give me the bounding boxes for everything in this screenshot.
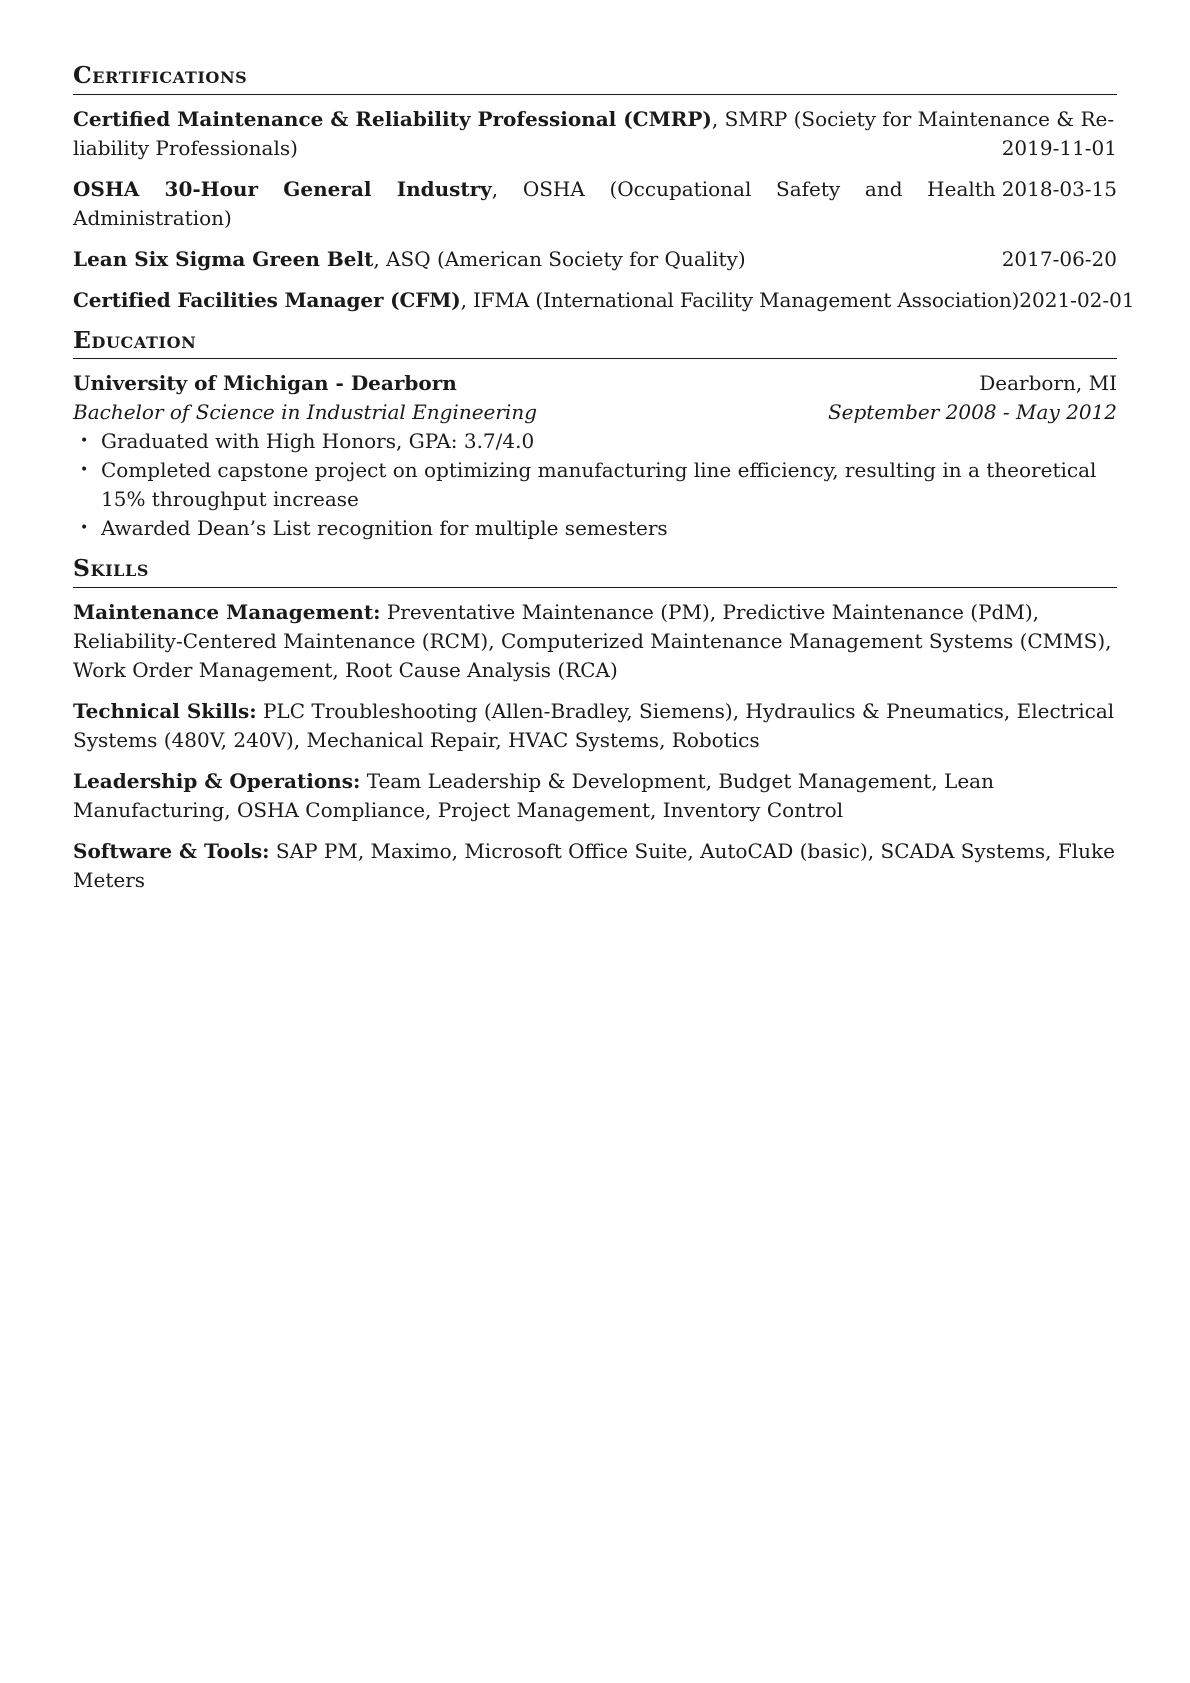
skill-item xyxy=(73,837,1117,895)
cert-name: Lean Six Sigma Green Belt xyxy=(73,246,374,271)
education-section xyxy=(73,325,1117,544)
school-name: University of Michigan - Dearborn xyxy=(73,371,457,395)
cert-item-line xyxy=(73,134,1117,163)
cert-item xyxy=(73,245,1117,274)
education-dates: September 2008 - May 2012 xyxy=(827,400,1117,424)
education-bullets xyxy=(73,427,1117,543)
section-title-certifications: Certifications xyxy=(73,64,1117,95)
cert-name: OSHA 30-Hour General Industry xyxy=(73,176,492,201)
section-title-education: Education xyxy=(73,329,1117,360)
cert-item xyxy=(73,286,1135,315)
skill-text: Preventative Maintenance (PM), Predictive Maintenance (PdM), Reliability-Centered Maintenance (RCM), Computerized Maintenance Management Systems (CMMS), Work Order Management, Root Cause Analysis (RCA) xyxy=(73,599,1112,682)
skill-label: Software & Tools: xyxy=(73,838,270,863)
cert-item-line xyxy=(73,175,1117,233)
skill-item xyxy=(73,598,1117,685)
school-location: Dearborn, MI xyxy=(979,371,1117,395)
skill-text: PLC Troubleshooting (Allen-Bradley, Siemens), Hydraulics & Pneumatics, Electrical Systems (480V, 240V), Mechanical Repair, HVAC Systems, Robotics xyxy=(73,698,1115,752)
cert-issuer: , ASQ (American Society for Quality) xyxy=(373,246,746,271)
skill-item xyxy=(73,697,1117,755)
cert-item-line xyxy=(73,105,1117,134)
cert-name: Certified Facilities Manager (CFM) xyxy=(73,287,461,312)
skill-label: Technical Skills: xyxy=(73,698,257,723)
cert-item-line xyxy=(73,245,1117,274)
skill-label: Maintenance Management: xyxy=(73,599,381,624)
cert-date: 2021-02-01 xyxy=(1019,287,1135,312)
cert-item xyxy=(73,175,1117,233)
education-subheader xyxy=(73,398,1117,427)
cert-date: 2018-03-15 xyxy=(1001,176,1117,201)
cert-name: Certified Maintenance & Reliability Professional (CMRP) xyxy=(73,106,712,131)
list-item: • Graduated with High Honors, GPA: 3.7/4.0 xyxy=(101,427,1117,456)
list-item: • Awarded Dean’s List recognition for multiple semesters xyxy=(101,514,1117,543)
section-title-skills: Skills xyxy=(73,557,1117,588)
skills-section xyxy=(73,554,1117,895)
cert-issuer: , OSHA (Occupational Safety and Health Administration) xyxy=(73,176,996,230)
bullet-icon: • xyxy=(80,433,89,449)
skill-item xyxy=(73,767,1117,825)
cert-item xyxy=(73,105,1117,163)
bullet-icon: • xyxy=(80,462,89,478)
cert-date: 2017-06-20 xyxy=(1001,246,1117,271)
cert-item-line xyxy=(73,286,1135,315)
skill-text: Team Leadership & Development, Budget Management, Lean Manufacturing, OSHA Compliance, Project Management, Inventory Control xyxy=(73,768,994,822)
list-item: • Completed capstone project on optimizing manufacturing line efficiency, resulting in a theoretical 15% throughput increase xyxy=(80,458,1097,511)
cert-date: 2019-11-01 xyxy=(1001,135,1117,160)
degree: Bachelor of Science in Industrial Engineering xyxy=(73,400,538,424)
cert-issuer: , IFMA (International Facility Management Association) xyxy=(460,287,1020,312)
skill-text: SAP PM, Maximo, Microsoft Office Suite, AutoCAD (basic), SCADA Systems, Fluke Meters xyxy=(73,838,1115,892)
certifications-section xyxy=(73,61,1135,315)
cert-issuer: , SMRP (Society for Maintenance & Re- xyxy=(711,106,1115,131)
education-header xyxy=(73,369,1117,398)
bullet-icon: • xyxy=(80,520,89,536)
skill-label: Leadership & Operations: xyxy=(73,768,361,793)
cert-issuer-cont: liability Professionals) xyxy=(73,135,298,160)
